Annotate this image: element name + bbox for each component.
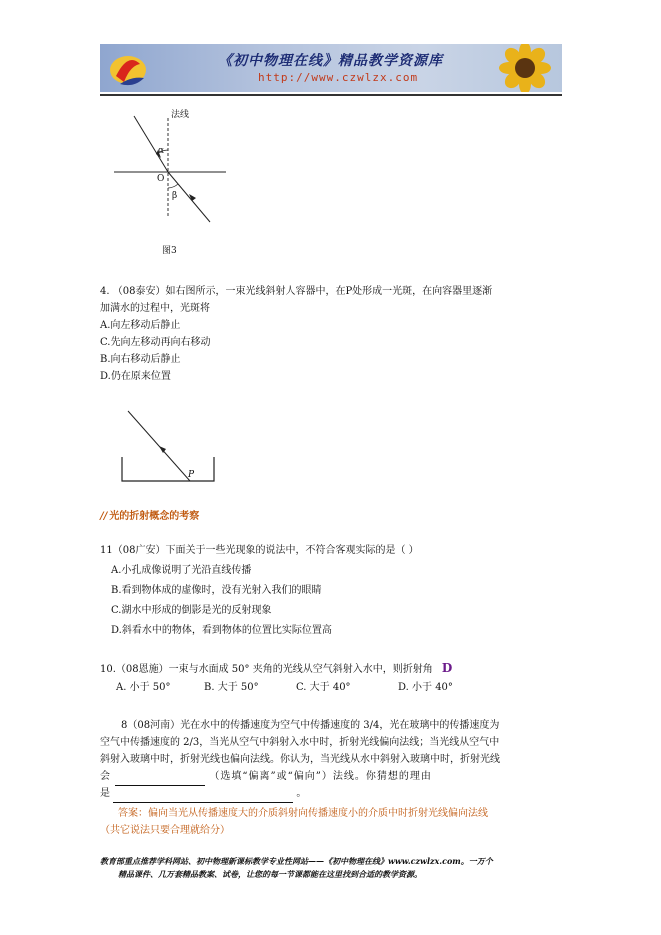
normal-line-label: 法线 (171, 110, 190, 120)
q8-line5 (100, 785, 306, 803)
q4-option-b: B.向右移动后静止 (100, 354, 181, 365)
q10-option-d: D. 小于 40° (398, 682, 453, 693)
q8-answer-line2: （共它说法只要合理就给分） (100, 825, 230, 836)
q11-option-d: D.斜看水中的物体，看到物体的位置比实际位置高 (111, 625, 332, 636)
q4-container-diagram (118, 405, 218, 485)
logo-icon (106, 46, 150, 90)
q8-line2: 空气中传播速度的 2/3，当光从空气中斜射入水中时，折射光线偏向法线；当光线从空气中 (100, 737, 500, 748)
q4-option-d: D.仍在原来位置 (100, 371, 171, 382)
q11-stem: 11（08广安）下面关于一些光现象的说法中，不符合客观实际的是（ ） (100, 545, 419, 556)
figure-3-refraction-diagram (112, 104, 232, 264)
sunflower-icon (485, 44, 562, 92)
q4-point-p-label: P (188, 470, 195, 480)
q8-line3: 斜射入玻璃中时，折射光线也偏向法线。你认为，当光线从水中斜射入玻璃中时，折射光线 (100, 754, 500, 765)
q10-answer: D (441, 661, 453, 675)
header-banner (100, 44, 562, 92)
q10-stem (100, 660, 452, 678)
banner-url[interactable]: http://www.czwlzx.com (258, 71, 419, 84)
q4-stem-line2: 加满水的过程中，光斑将 (100, 303, 210, 314)
q10-option-b: B. 大于 50° (204, 682, 259, 693)
footer-line2: 精品课件、几万套精品教案、试卷，让您的每一节课都能在这里找到合适的教学资源。 (118, 869, 422, 879)
section-heading (100, 507, 199, 522)
q8-answer-line1: 答案：偏向当光从传播速度大的介质斜射向传播速度小的介质中时折射光线偏向法线 (118, 808, 488, 819)
section-heading-text: 光的折射概念的考察 (109, 511, 200, 522)
section-mark: // (100, 511, 108, 522)
q8-line1: 8（08河南）光在水中的传播速度为空气中传播速度的 3/4，光在玻璃中的传播速度为 (121, 720, 500, 731)
q10-option-a: A. 小于 50° (116, 682, 171, 693)
q8-line4-pre: 会 (100, 771, 111, 782)
banner-divider (100, 94, 562, 96)
q11-option-a: A.小孔成像说明了光沿直线传播 (111, 565, 252, 576)
banner-title: 《初中物理在线》精品教学资源库 (218, 53, 443, 69)
q8-line5-pre: 是 (100, 788, 110, 799)
q11-option-b: B.看到物体成的虚像时，没有光射入我们的眼睛 (111, 585, 322, 596)
q4-stem-line1: 4. （08泰安）如右图所示，一束光线斜射人容器中，在P处形成一光斑，在向容器里逐渐 (100, 286, 493, 297)
q8-answer-blank-1[interactable] (115, 768, 205, 786)
q8-line4 (100, 768, 432, 786)
q8-line4-post: （选填“偏离”或“偏向”）法线。你猜想的理由 (209, 771, 432, 782)
q4-option-c: C.先向左移动再向右移动 (100, 337, 211, 348)
point-o-label: O (157, 174, 165, 184)
q11-option-c: C.湖水中形成的倒影是光的反射现象 (111, 605, 272, 616)
figure-3-caption: 图3 (162, 246, 177, 256)
q10-option-c: C. 大于 40° (296, 682, 351, 693)
footer-line1: 教育部重点推荐学科网站、初中物理新课标教学专业性网站——《初中物理在线》www.czwlzx.com。一万个 (100, 856, 493, 866)
q10-stem-text: 10.（08恩施）一束与水面成 50° 夹角的光线从空气斜射入水中，则折射角 (100, 664, 433, 675)
angle-alpha-label: α (158, 146, 165, 156)
q8-line5-post: 。 (296, 788, 307, 799)
q8-answer-blank-2[interactable] (113, 785, 293, 803)
q4-option-a: A.向左移动后静止 (100, 320, 181, 331)
angle-beta-label: β (172, 191, 178, 201)
